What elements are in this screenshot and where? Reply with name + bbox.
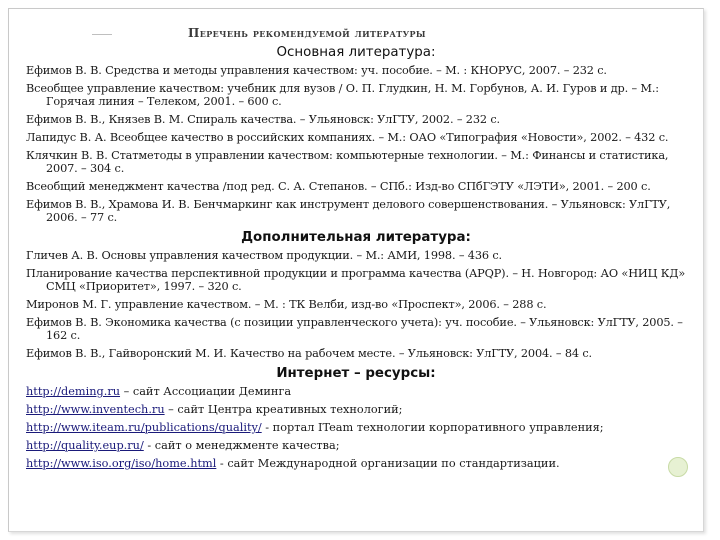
resource-link-inventech[interactable]: http://www.inventech.ru xyxy=(26,403,165,416)
literature-entry: Ефимов В. В. Средства и методы управления качеством: уч. пособие. – М. : КНОРУС, 2007. – 232 с. xyxy=(26,64,607,77)
literature-entry: Миронов М. Г. управление качеством. – М. : ТК Велби, изд-во «Проспект», 2006. – 288 с. xyxy=(26,298,547,311)
literature-entry: Всеобщий менеджмент качества /под ред. С. А. Степанов. – СПб.: Изд-во СПбГЭТУ «ЛЭТИ», 2001. – 200 с. xyxy=(26,180,651,193)
resource-link-iso[interactable]: http://www.iso.org/iso/home.html xyxy=(26,457,217,470)
literature-entry: Лапидус В. А. Всеобщее качество в российских компаниях. – М.: ОАО «Типография «Новости», 2002. – 432 с. xyxy=(26,131,669,144)
main-literature-list xyxy=(26,64,686,224)
resource-description: - портал ITeam технологии корпоративного управления; xyxy=(261,421,604,434)
main-literature-heading: Основная литература: xyxy=(276,45,436,60)
resource-row xyxy=(26,439,686,452)
resource-description: - сайт о менеджменте качества; xyxy=(143,439,340,452)
literature-entry: Гличев А. В. Основы управления качеством продукции. – М.: АМИ, 1998. – 436 с. xyxy=(26,249,502,262)
resource-row xyxy=(26,385,686,398)
resource-link-deming[interactable]: http://deming.ru xyxy=(26,385,121,398)
internet-resources-list xyxy=(26,385,686,470)
literature-entry: Клячкин В. В. Статметоды в управлении качеством: компьютерные технологии. – М.: Финансы и статистика, 2007. – 304 с. xyxy=(26,149,669,175)
literature-entry: Ефимов В. В., Храмова И. В. Бенчмаркинг как инструмент делового совершенствования. – Ульяновск: УлГТУ, 2006. – 77 с. xyxy=(26,198,671,224)
literature-entry: Ефимов В. В. Экономика качества (с позиции управленческого учета): уч. пособие. – Ульяновск: УлГТУ, 2005. – 162 с. xyxy=(26,316,683,342)
resource-row xyxy=(26,421,686,434)
slide-content xyxy=(26,44,686,475)
internet-resources-heading: Интернет – ресурсы: xyxy=(276,366,436,381)
literature-entry: Ефимов В. В., Гайворонский М. И. Качество на рабочем месте. – Ульяновск: УлГТУ, 2004. – 84 с. xyxy=(26,347,592,360)
resource-description: – сайт Центра креативных технологий; xyxy=(164,403,403,416)
resource-link-iteam[interactable]: http://www.iteam.ru/publications/quality/ xyxy=(26,421,262,434)
title-decorative-line xyxy=(92,34,112,35)
resource-description: – сайт Ассоциации Деминга xyxy=(120,385,292,398)
literature-entry: Планирование качества перспективной продукции и программа качества (APQP). – Н. Новгород: АО «НИЦ КД» СМЦ «Приоритет», 1997. – 320 с. xyxy=(26,267,686,293)
resource-row xyxy=(26,457,686,470)
literature-entry: Всеобщее управление качеством: учебник для вузов / О. П. Глудкин, Н. М. Горбунов, А. И. Гуров и др. – М.: Горячая линия – Телеком, 2001. – 600 с. xyxy=(26,82,659,108)
additional-literature-list xyxy=(26,249,686,360)
additional-literature-heading: Дополнительная литература: xyxy=(241,230,471,245)
resource-description: - сайт Международной организации по стандартизации. xyxy=(216,457,560,470)
literature-entry: Ефимов В. В., Князев В. М. Спираль качества. – Ульяновск: УлГТУ, 2002. – 232 с. xyxy=(26,113,500,126)
resource-link-quality-eup[interactable]: http://quality.eup.ru/ xyxy=(26,439,144,452)
decorative-circle xyxy=(668,457,688,477)
resource-row xyxy=(26,403,686,416)
page-title: Перечень рекомендуемой литературы xyxy=(188,26,426,40)
